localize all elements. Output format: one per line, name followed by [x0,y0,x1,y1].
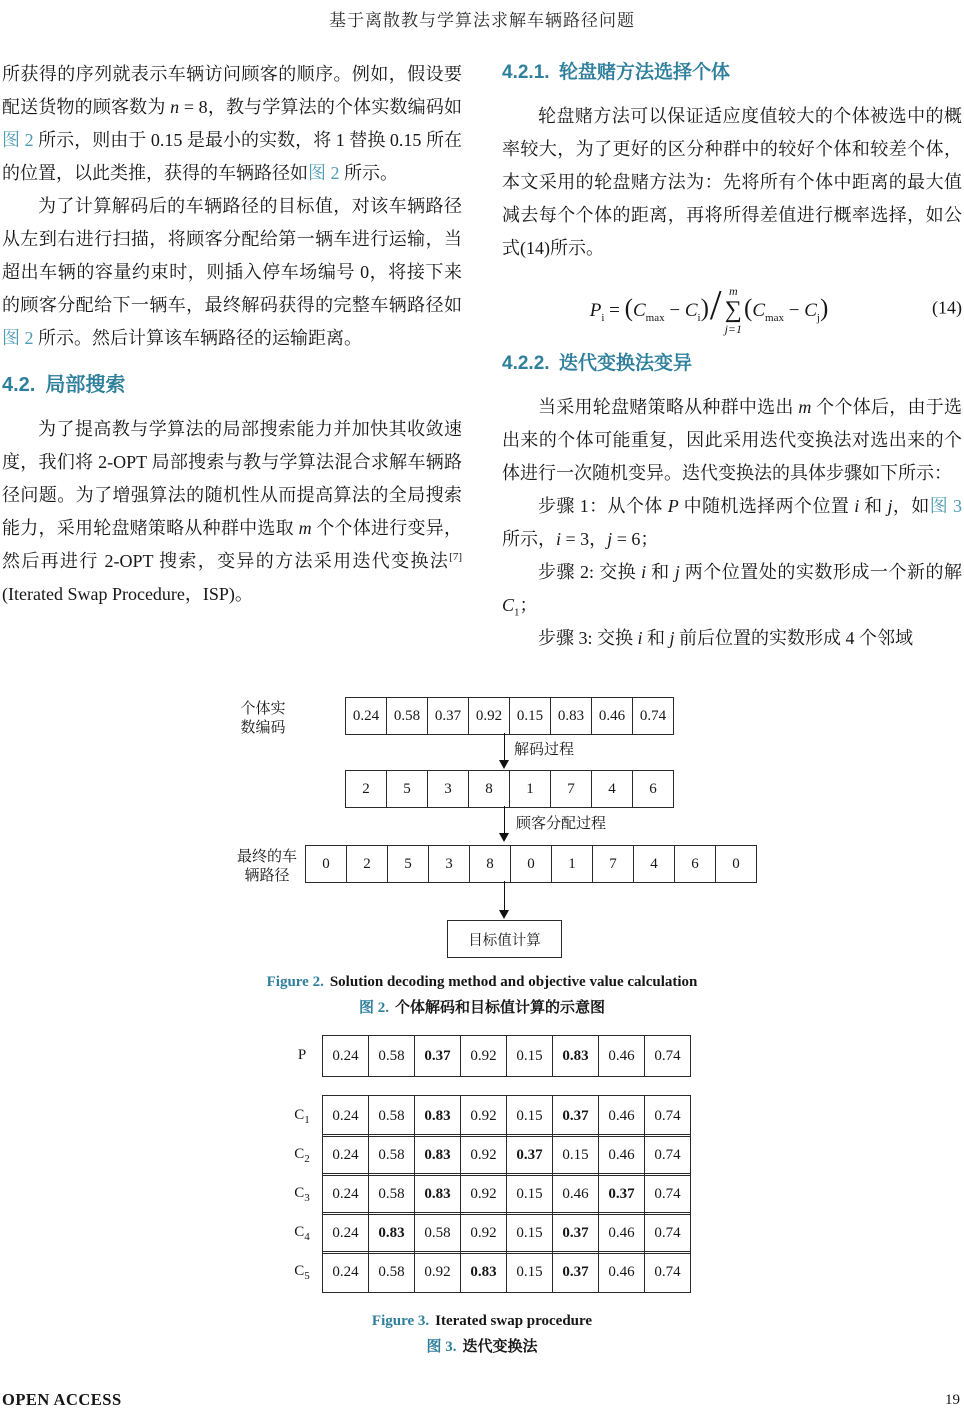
citation-ref-7[interactable]: [7] [449,551,462,563]
paragraph [502,100,962,265]
fig3-row-P [322,1035,691,1077]
math-sub: max [765,311,784,324]
fig2-objective-box: 目标值计算 [447,920,562,958]
fig2-assign-process-label: 顾客分配过程 [516,816,607,832]
paragraph [2,413,462,611]
table-cell: 0.15 [552,1134,599,1176]
table-cell: 0.37 [598,1173,645,1215]
table-cell: 3 [428,845,470,883]
math-var: C [632,300,646,322]
fig2-decode-process-label: 解码过程 [514,742,575,758]
table-cell: 6 [632,770,674,808]
paragraph [502,391,962,490]
math-var-i: i [556,529,562,549]
table-cell: 0.58 [368,1035,415,1077]
math-var-P: P [667,496,679,516]
table-cell: 0.58 [414,1212,461,1254]
table-cell: 0.92 [460,1173,507,1215]
table-cell: 0.24 [322,1173,369,1215]
equation-14 [502,275,962,341]
table-cell: 6 [674,845,716,883]
caption-label: 图 2. [358,1000,389,1016]
math-sub: j [816,311,820,324]
page-number: 19 [945,1392,960,1408]
table-cell: 4 [591,770,633,808]
body-text: 所示， [502,529,556,549]
fig3-row-C4 [322,1212,691,1254]
section-heading-4-2-2: 4.2.2. 迭代变换法变异 [502,353,693,374]
table-cell: 0.83 [550,697,592,735]
table-cell: 0.46 [598,1251,645,1293]
math-var-i: i [641,562,647,582]
paragraph [2,190,462,355]
table-cell: 0.24 [322,1251,369,1293]
fig2-caption-cn [0,996,964,1017]
table-cell: 0.24 [322,1134,369,1176]
body-text: 前后位置的实数形成 4 个邻域 [674,628,914,648]
body-text: ，如 [892,496,930,516]
fig3-row-label: $C_4$ [294,1224,310,1243]
body-text: = 8，教与学算法的个体实数编码如 [179,97,462,117]
math-sub: i [601,311,605,324]
table-cell: 2 [346,845,388,883]
fig3-row-C1 [322,1095,691,1137]
table-cell: 1 [551,845,593,883]
table-cell: 0.83 [460,1251,507,1293]
table-cell: 0.92 [414,1251,461,1293]
table-cell: 0.83 [414,1173,461,1215]
table-cell: 0.74 [644,1035,691,1077]
body-text: 步骤 2: 交换 [538,562,642,582]
body-text: ； [519,595,538,615]
open-access-label: OPEN ACCESS [2,1390,122,1409]
table-cell: 0.24 [345,697,387,735]
fig2-encoding-row [345,697,674,735]
math-op: − [664,300,685,322]
table-cell: 0 [305,845,347,883]
fig3-row-label: $C_3$ [294,1185,310,1204]
table-cell: 0.58 [368,1173,415,1215]
table-cell: 0.37 [506,1134,553,1176]
math-paren: ) [819,295,829,323]
table-cell: 0.46 [598,1212,645,1254]
body-text: 所示。 [339,163,398,183]
body-text: 步骤 1：从个体 [538,496,668,516]
math-var-i: i [637,628,643,648]
table-cell: 0.92 [468,697,510,735]
body-text: 个个体后，由于选出来的个体可能重复，因此采用迭代变换法对选出来的个体进行一次随机变异。迭代变换法的具体步骤如下所示： [502,397,963,483]
table-cell: 0.74 [644,1134,691,1176]
math-op: = [604,300,625,322]
math-var-m: m [798,397,812,417]
body-text: 轮盘赌方法可以保证适应度值较大的个体被选中的概率较大，为了更好的区分种群中的较好个体和较差个体，本文采用的轮盘赌方法为：先将所有个体中距离的最大值减去每个个体的距离，再将所得差值进行概率选择，如公式(14)所示。 [502,106,962,258]
table-cell: 0.83 [414,1134,461,1176]
body-text: 所获得的序列就表示车辆访问顾客的顺序。例如，假设要配送货物的顾客数为 [2,64,462,117]
table-cell: 0.74 [644,1212,691,1254]
math-var-n: n [170,97,180,117]
sum-lower-limit: j=1 [724,321,742,336]
body-text: 中随机选择两个位置 [678,496,855,516]
fig3-row-C3 [322,1173,691,1215]
math-var-j: j [607,529,613,549]
table-cell: 0.37 [427,697,469,735]
table-cell: 0.92 [460,1035,507,1077]
table-cell: 0.37 [552,1251,599,1293]
table-cell: 3 [427,770,469,808]
body-text: 为了提高教与学算法的局部搜索能力并加快其收敛速度，我们将 2-OPT 局部搜索与教与学算法混合求解车辆路径问题。为了增强算法的随机性从而提高算法的全局搜索能力，采用轮盘赌策略从种群中选取 [2,419,462,538]
arrow-line [504,806,505,834]
section-heading-4-2: 4.2. 局部搜索 [2,374,126,396]
table-cell: 0.58 [368,1134,415,1176]
math-var-C: C [502,595,515,615]
table-cell: 0.46 [591,697,633,735]
sum-upper-limit: m [728,283,738,298]
figure2-ref-link[interactable]: 图 2 [2,328,34,348]
math-sub: i [697,311,701,324]
table-cell: 2 [345,770,387,808]
caption-text: Solution decoding method and objective value calculation [329,974,698,990]
table-cell: 0.46 [552,1173,599,1215]
table-cell: 0.15 [506,1173,553,1215]
fig3-row-C5 [322,1251,691,1293]
caption-text: Iterated swap procedure [435,1313,593,1329]
sigma-symbol: ∑ [724,296,742,323]
table-cell: 5 [386,770,428,808]
table-cell: 0.58 [386,697,428,735]
fig2-decoded-row [345,770,674,808]
table-cell: 0.83 [414,1095,461,1137]
arrow-head [499,833,509,842]
table-cell: 0.83 [368,1212,415,1254]
fig3-row-label: P [297,1047,307,1063]
math-var: C [684,300,698,322]
table-cell: 5 [387,845,429,883]
running-head-title: 基于离散教与学算法求解车辆路径问题 [329,11,635,30]
body-text: 和 [646,562,675,582]
table-cell: 0.74 [644,1251,691,1293]
table-cell: 0 [715,845,757,883]
table-cell: 8 [468,770,510,808]
body-text: 当采用轮盘赌策略从种群中选出 [538,397,799,417]
fig2-encoding-label: 个体实数编码 [240,701,286,736]
table-cell: 0.15 [506,1095,553,1137]
table-cell: 0.58 [368,1095,415,1137]
table-cell: 0.74 [644,1173,691,1215]
body-text: 和 [642,628,670,648]
section-heading-4-2-1: 4.2.1. 轮盘赌方法选择个体 [502,62,731,83]
fig3-caption-cn [0,1335,964,1356]
body-text: 和 [859,496,888,516]
table-cell: 0.15 [506,1035,553,1077]
summation [725,285,742,335]
fig3-row-label: $C_2$ [294,1146,310,1165]
table-cell: 0.15 [506,1212,553,1254]
arrow-head [499,910,509,919]
equation-expression [590,279,829,337]
caption-text: 迭代变换法 [462,1339,538,1355]
table-cell: 0.74 [632,697,674,735]
math-var-i: i [854,496,860,516]
table-cell: 0.37 [552,1095,599,1137]
math-var-j: j [887,496,893,516]
table-cell: 0.37 [552,1212,599,1254]
math-paren: ( [624,295,633,323]
caption-label: 图 3. [426,1339,457,1355]
table-cell: 0.15 [509,697,551,735]
table-cell: 0.92 [460,1095,507,1137]
arrow-line [504,881,505,911]
body-text: 所示。然后计算该车辆路径的运输距离。 [33,328,362,348]
math-var: C [804,300,817,322]
table-cell: 7 [550,770,592,808]
table-cell: 7 [592,845,634,883]
fig3-caption-en [0,1313,964,1330]
body-text: = 6； [612,529,659,549]
table-cell: 0.24 [322,1212,369,1254]
caption-text: 个体解码和目标值计算的示意图 [395,1000,606,1016]
table-cell: 0.74 [644,1095,691,1137]
caption-label: Figure 2. [266,974,324,990]
math-var-m: m [298,518,312,538]
figure2-ref-link[interactable]: 图 2 [308,163,340,183]
step-3-paragraph [502,622,962,655]
body-text: = 3， [561,529,608,549]
math-paren: ) [700,295,709,323]
table-cell: 0.83 [552,1035,599,1077]
caption-label: Figure 3. [371,1313,430,1329]
math-var-j: j [669,628,675,648]
table-cell: 0.46 [598,1035,645,1077]
table-cell: 0.24 [322,1035,369,1077]
table-cell: 0.58 [368,1251,415,1293]
math-op: − [783,300,805,322]
fig2-route-row [305,845,757,883]
fig3-row-label: $C_5$ [294,1263,310,1282]
arrow-line [504,733,505,761]
table-cell: 8 [469,845,511,883]
table-cell: 0.46 [598,1095,645,1137]
math-paren: ( [744,295,753,323]
fig3-row-C2 [322,1134,691,1176]
table-cell: 0.92 [460,1134,507,1176]
math-var: P [589,300,602,322]
arrow-head [499,760,509,769]
fig2-route-label: 最终的车辆路径 [236,849,297,884]
figure3-ref-link[interactable]: 图 3 [929,496,963,516]
table-cell: 4 [633,845,675,883]
table-cell: 0.15 [506,1251,553,1293]
math-sub: 1 [514,606,520,619]
math-var-j: j [674,562,680,582]
fig3-row-label: $C_1$ [294,1107,310,1126]
body-text: (Iterated Swap Procedure，ISP)。 [2,584,253,604]
table-cell: 0.46 [598,1134,645,1176]
table-cell: 1 [509,770,551,808]
table-cell: 0 [510,845,552,883]
body-text: 两个位置处的实数形成一个新的解 [679,562,963,582]
body-text: 步骤 3: 交换 [538,628,638,648]
step-1-paragraph [502,490,962,556]
body-text: 所示，则由于 0.15 是最小的实数，将 1 替换 0.15 所在的位置，以此类推，获得的车辆路径如 [2,130,462,183]
right-column [502,58,962,655]
equation-number: (14) [932,297,962,318]
step-2-paragraph [502,556,962,622]
body-text: 个个体进行变异，然后再进行 2-OPT 搜索，变异的方法采用迭代变换法 [2,518,462,571]
left-column [2,58,462,611]
math-var: C [752,300,766,322]
math-sub: max [645,311,665,324]
table-cell: 0.92 [460,1212,507,1254]
table-cell: 0.24 [322,1095,369,1137]
fig2-caption-en [0,974,964,991]
figure2-ref-link[interactable]: 图 2 [2,130,34,150]
paragraph [2,58,462,190]
division-slash: / [709,283,722,330]
body-text: 为了计算解码后的车辆路径的目标值，对该车辆路径从左到右进行扫描，将顾客分配给第一辆车进行运输，当超出车辆的容量约束时，则插入停车场编号 0，将接下来的顾客分配给下一辆车，最终解码获得的完整车辆路径如 [2,196,462,315]
table-cell: 0.37 [414,1035,461,1077]
